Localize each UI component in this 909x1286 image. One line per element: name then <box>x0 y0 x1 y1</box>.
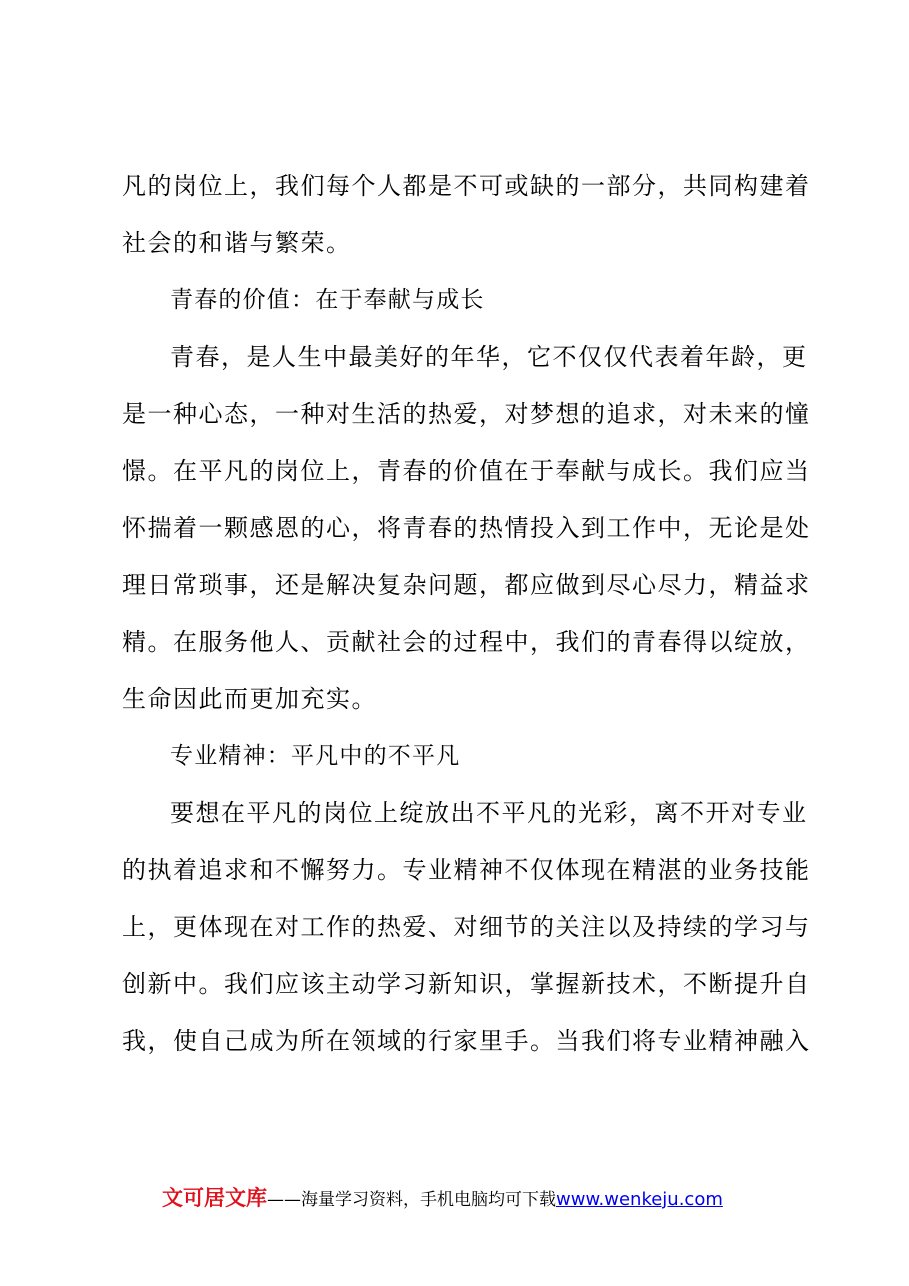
footer-slogan: ——海量学习资料，手机电脑均可下载 <box>267 1190 556 1210</box>
body-line: 理日常琐事，还是解决复杂问题，都应做到尽心尽力，精益求 <box>122 571 811 599</box>
body-line: 怀揣着一颗感恩的心，将青春的热情投入到工作中，无论是处 <box>122 514 811 542</box>
body-line: 精。在服务他人、贡献社会的过程中，我们的青春得以绽放， <box>122 628 811 656</box>
body-line: 憬。在平凡的岗位上，青春的价值在于奉献与成长。我们应当 <box>122 457 811 485</box>
body-line: 的执着追求和不懈努力。专业精神不仅体现在精湛的业务技能 <box>122 856 811 884</box>
body-line: 青春，是人生中最美好的年华，它不仅仅代表着年龄，更 <box>170 343 808 371</box>
section-heading: 青春的价值：在于奉献与成长 <box>170 287 485 313</box>
body-line: 生命因此而更加充实。 <box>122 685 377 713</box>
document-body <box>122 164 811 1076</box>
footer-website-link[interactable]: www.wenkeju.com <box>556 1189 723 1210</box>
footer-banner <box>162 1184 723 1212</box>
body-line: 创新中。我们应该主动学习新知识，掌握新技术，不断提升自 <box>122 970 811 998</box>
footer-brand: 文可居文库 <box>162 1186 267 1210</box>
body-line: 要想在平凡的岗位上绽放出不平凡的光彩，离不开对专业 <box>170 799 808 827</box>
body-line: 上，更体现在对工作的热爱、对细节的关注以及持续的学习与 <box>122 913 811 941</box>
body-line: 凡的岗位上，我们每个人都是不可或缺的一部分，共同构建着 <box>122 172 811 200</box>
body-line: 我，使自己成为所在领域的行家里手。当我们将专业精神融入 <box>122 1027 811 1055</box>
body-line: 社会的和谐与繁荣。 <box>122 229 352 257</box>
body-line: 是一种心态，一种对生活的热爱，对梦想的追求，对未来的憧 <box>122 400 811 428</box>
section-heading: 专业精神：平凡中的不平凡 <box>170 743 461 769</box>
